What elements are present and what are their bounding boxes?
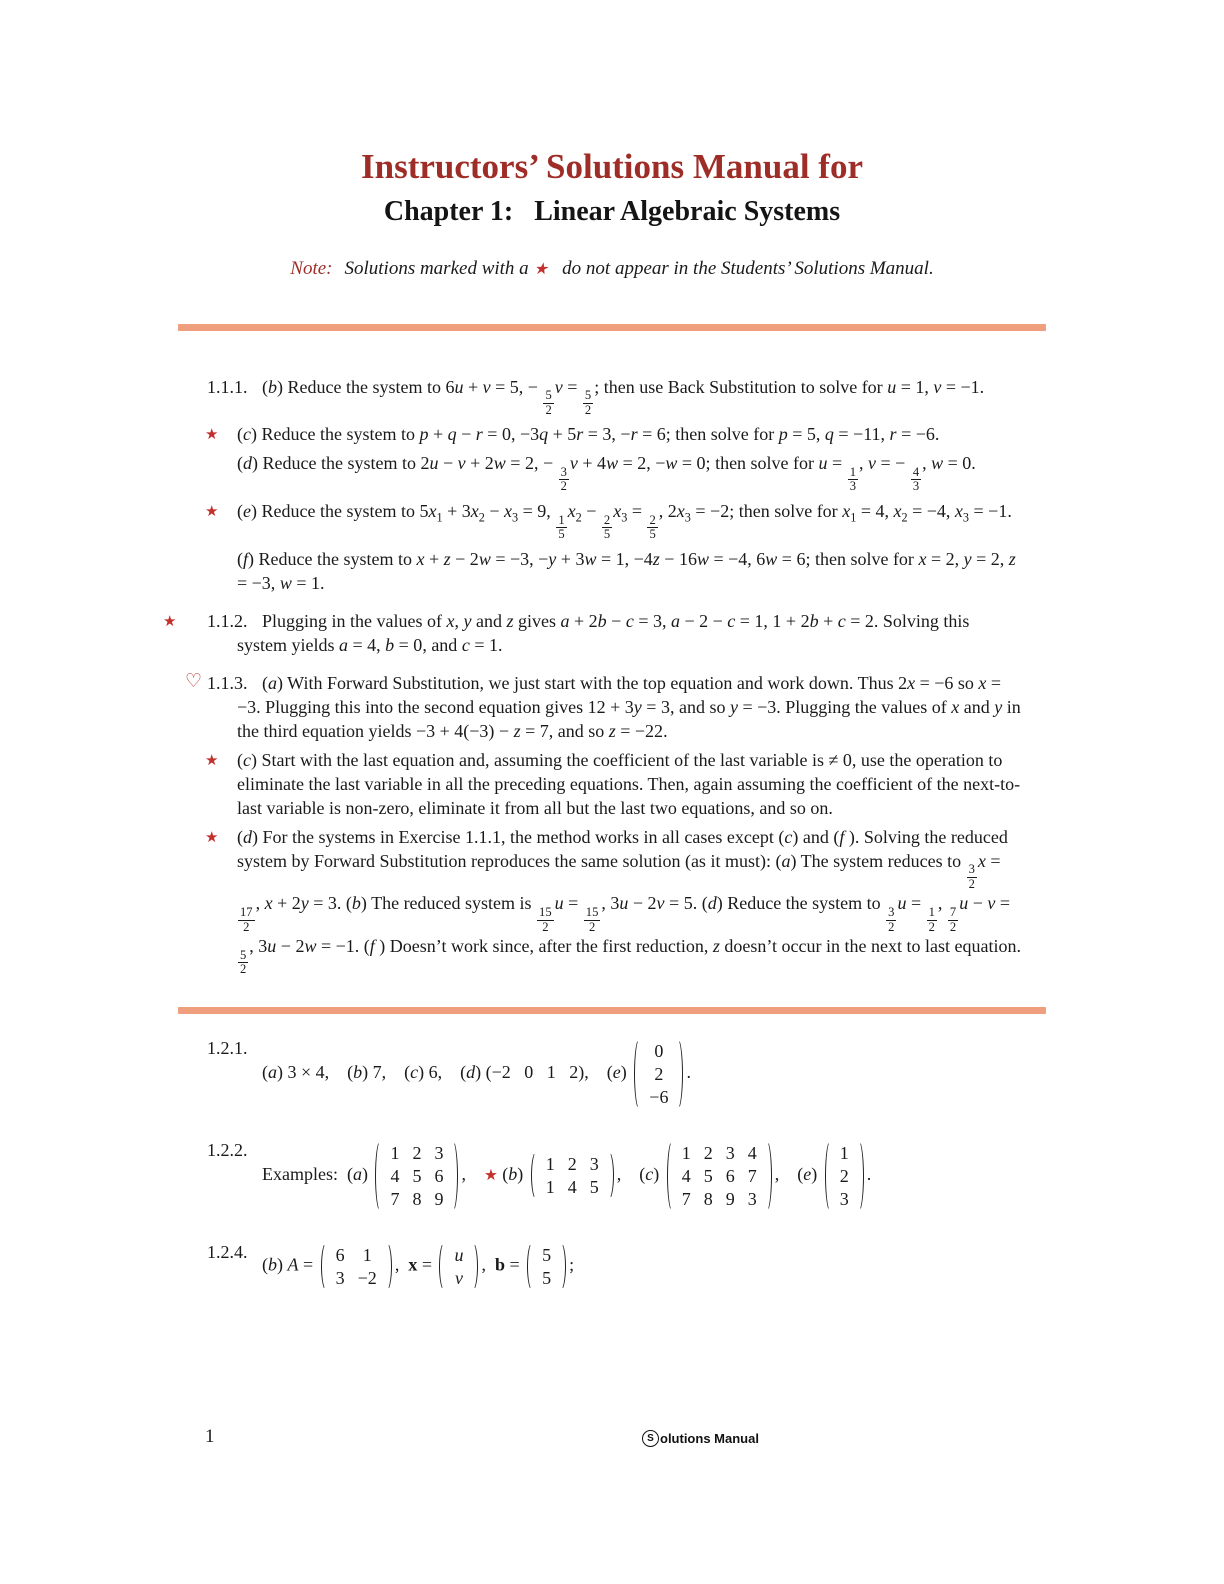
matrix: 0 2 −6 — [634, 1038, 683, 1110]
fraction: $\frac{1}{3}$ — [849, 464, 856, 494]
content — [163, 0, 1046, 1293]
star-marker-icon: ★ — [205, 752, 219, 769]
stamp-text: olutions Manual — [660, 1431, 759, 1446]
right-paren — [447, 1140, 458, 1212]
solution-1-1-1-f: (f) Reduce the system to x + z − 2w = −3, −y + 3w = 1, −4z − 16w = −4, 6w = 6; then solve for x = 2, y = 2, z = −3, w = 1. — [237, 548, 1016, 593]
matrix: 1 2 3 4 5 6 7 8 9 — [375, 1140, 458, 1212]
exercise-number: 1.2.2. — [207, 1139, 257, 1160]
solution-1-1-1-b: 1.1.1. (b) Reduce the system to 6u + v = 5, − $\frac{5}{2}$ v = $\frac{5}{2}$ ; then use Back Substitution to solve for u = 1, v = −1. — [207, 376, 985, 417]
exercise-number: 1.1.3. — [207, 672, 257, 693]
star-marker-icon: ★ — [205, 829, 219, 846]
star-marker-icon: ★ — [205, 427, 219, 444]
note-text: Solutions marked with a ★ do not appear in the Students’ Solutions Manual. — [344, 257, 934, 279]
matrix: u v — [439, 1242, 478, 1291]
note — [178, 258, 1046, 280]
heart-marker-icon: ♡ — [185, 670, 203, 692]
fraction: $\frac{15}{2}$ — [585, 904, 599, 934]
section-divider-rule-middle — [178, 1007, 1046, 1014]
fraction: $\frac{7}{2}$ — [949, 904, 957, 934]
solution-1-2-4: 1.2.4. (b) A = 6 1 3 −2 , x = u v , b = 5 5 ; — [237, 1240, 1021, 1293]
solution-1-2-2: 1.2.2. Examples: (a) 1 2 3 4 5 6 7 8 9 , ★ (b) 1 2 3 1 4 5 , (c) 1 2 3 4 4 5 6 7 7 8 9 3 , (e) 1 2 3 . — [237, 1138, 1021, 1214]
solution-1-1-1-e: ★ (e) Reduce the system to $5x_1 + 3x_2 - x_3 = 9$, $\frac{1}{5}$ $x_2$ − $\frac{2}{5}$ $x_3$ = $\frac{2}{5}$ , $2x_3 = -2$; then solve for $x_1 = 4$, $x_2 = -4$, $x_3 = -1$. — [205, 500, 1012, 542]
chapter-title: Chapter 1: Linear Algebraic Systems — [383, 195, 841, 227]
fraction: $\frac{5}{2}$ — [240, 947, 247, 977]
right-paren — [853, 1140, 864, 1212]
exercise-number: 1.2.4. — [207, 1241, 257, 1262]
section-divider-rule-top — [178, 324, 1046, 331]
fraction: $\frac{17}{2}$ — [240, 904, 253, 934]
solution-1-1-1-c: ★ (c) Reduce the system to p + q − r = 0, −3q + 5r = 3, −r = 6; then solve for p = 5, q = −11, r = −6. — [237, 422, 1021, 446]
note-prefix: Note: — [290, 257, 333, 279]
stamp-s-icon: S — [642, 1430, 659, 1447]
star-icon: ★ — [533, 260, 548, 278]
section-2-items — [207, 1036, 1021, 1293]
exercise-number: 1.1.2. — [207, 610, 257, 631]
exercise-number: 1.1.1. — [207, 376, 257, 397]
matrix: 5 5 — [527, 1242, 566, 1291]
solution-1-1-2: ★ 1.1.2. Plugging in the values of x, y and z gives a + 2b − c = 3, a − 2 − c = 1, 1 + 2b + c = 2. Solving this system yields a = 4, b = 0, and c = 1. — [163, 610, 970, 655]
section-1-items — [163, 375, 1021, 977]
exercise-number: 1.2.1. — [207, 1037, 257, 1058]
fraction: $\frac{5}{2}$ — [545, 388, 552, 417]
solution-1-1-3-a: ♡ 1.1.3. (a) With Forward Substitution, we just start with the top equation and work down. Thus 2x = −6 so x = −3. Plugging this into the second equation gives 12 + 3y = 3, and so y = −3. Plugging the values of x and y in the third equation yields −3 + 4(−3) − z = 7, and so z = −22. — [185, 670, 1021, 741]
matrix: 1 2 3 1 4 5 — [531, 1151, 614, 1200]
star-marker-icon: ★ — [163, 613, 177, 630]
right-paren — [761, 1140, 772, 1212]
footer-page-number: 1 — [205, 1426, 215, 1447]
fraction: $\frac{2}{5}$ — [603, 512, 611, 542]
fraction: $\frac{1}{2}$ — [928, 904, 935, 934]
solution-1-1-1-d: (d) Reduce the system to 2u − v + 2w = 2, − $\frac{3}{2}$ v + 4w = 2, −w = 0; then solve for u = $\frac{1}{3}$ , v = − $\frac{4}{3}$ , w = 0. — [237, 453, 976, 494]
solution-1-2-1: 1.2.1. (a) 3 × 4, (b) 7, (c) 6, (d) (−2 0 1 2), (e) 0 2 −6 . — [237, 1036, 1021, 1112]
fraction: $\frac{5}{2}$ — [584, 388, 592, 417]
fraction: $\frac{4}{3}$ — [912, 464, 920, 494]
right-paren — [672, 1038, 683, 1110]
matrix: 1 2 3 — [825, 1140, 864, 1212]
solution-1-1-3-d: ★ (d) For the systems in Exercise 1.1.1, the method works in all cases except (c) and (f ). Solving the reduced system by Forward Substitution reproduces the same solution (as it must): (a) The system reduces to $\frac{3}{2}$ x = $\frac{17}{2}$ , x + 2y = 3. (b) The reduced system is $\frac{15}{2}$ u = $\frac{15}{2}$ , 3u − 2v = 5. (d) Reduce the system to $\frac{3}{2}$ u = $\frac{1}{2}$ , $\frac{7}{2}$ u − v = $\frac{5}{2}$ , 3u − 2w = −1. (f ) Doesn’t work since, after the first reduction, z doesn’t occur in the next to last equation. — [205, 826, 1021, 977]
star-marker-icon: ★ — [205, 503, 219, 520]
right-paren — [467, 1242, 478, 1291]
star-icon: ★ — [483, 1167, 498, 1185]
fraction: $\frac{2}{5}$ — [649, 512, 656, 542]
fraction: $\frac{3}{2}$ — [560, 464, 567, 494]
page-title: Instructors’ Solutions Manual for — [360, 147, 863, 186]
fraction: $\frac{3}{2}$ — [968, 862, 975, 891]
solution-1-1-3-c: ★ (c) Start with the last equation and, assuming the coefficient of the last variable is ≠ 0, use the operation to eliminate the last variable in all the preceding equations. Then, again assuming the coefficient of the next-to-last variable is non-zero, eliminate it from all but the last two equations, and so on. — [205, 749, 1021, 818]
fraction: $\frac{15}{2}$ — [539, 904, 552, 934]
fraction: $\frac{1}{5}$ — [558, 512, 565, 542]
solutions-manual-stamp — [642, 1430, 759, 1447]
matrix: 1 2 3 4 4 5 6 7 7 8 9 3 — [667, 1140, 772, 1212]
matrix: 6 1 3 −2 — [321, 1242, 392, 1291]
fraction: $\frac{3}{2}$ — [888, 904, 895, 934]
right-paren — [381, 1242, 392, 1291]
right-paren — [603, 1151, 614, 1200]
right-paren — [555, 1242, 566, 1291]
